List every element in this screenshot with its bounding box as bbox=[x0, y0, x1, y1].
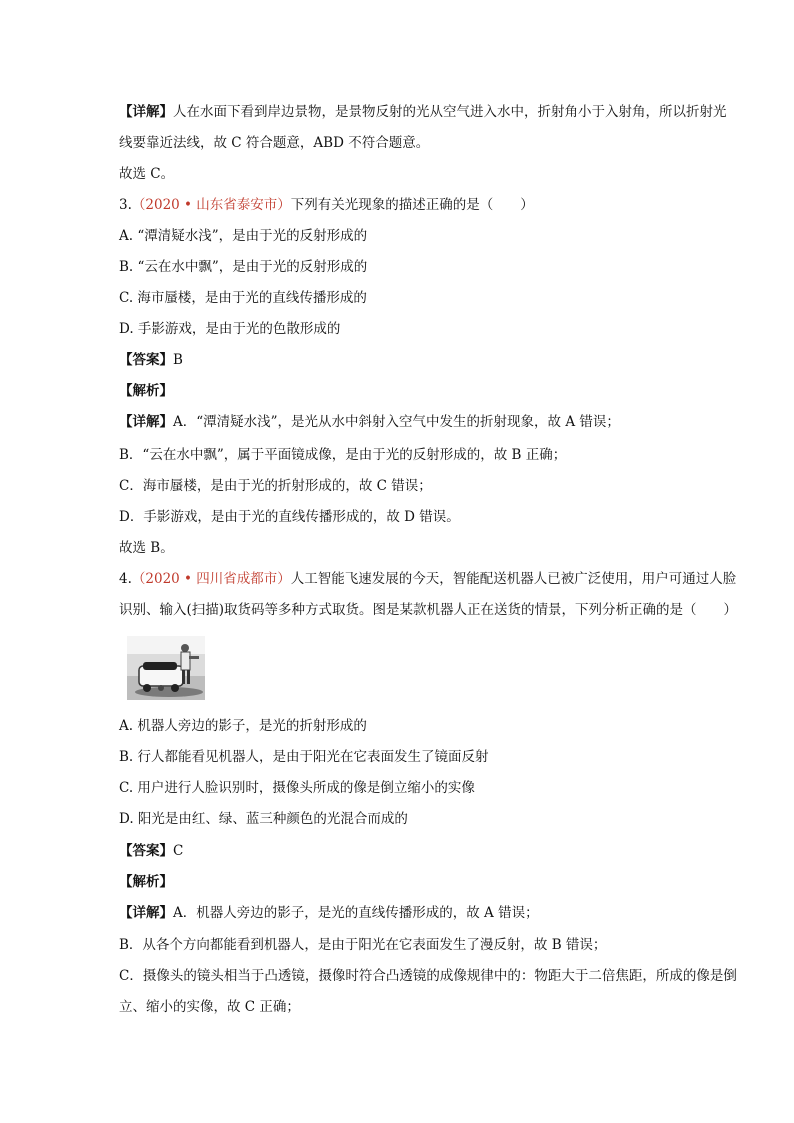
q3-answer: 【答案】B bbox=[119, 352, 183, 368]
q3-detail-b: B．“云在水中飘”，属于平面镜成像，是由于光的反射形成的，故 B 正确； bbox=[119, 447, 567, 463]
q4-stem-line-2: 识别、输入(扫描)取货码等多种方式取货。图是某款机器人正在送货的情景，下列分析正确的是（ ） bbox=[119, 602, 738, 618]
q3-detail-d: D．手影游戏，是由于光的直线传播形成的，故 D 错误。 bbox=[119, 509, 460, 525]
question-source: （2020 • 山东省泰安市） bbox=[131, 197, 291, 213]
q3-detail-a: 【详解】A．“潭清疑水浅”，是光从水中斜射入空气中发生的折射现象，故 A 错误； bbox=[119, 414, 620, 430]
q4-detail-c-line-2: 立、缩小的实像，故 C 正确； bbox=[119, 999, 300, 1015]
q3-analysis-label: 【解析】 bbox=[119, 383, 173, 399]
q4-option-c: C. 用户进行人脸识别时，摄像头所成的像是倒立缩小的实像 bbox=[119, 780, 475, 796]
q3-option-c: C. 海市蜃楼，是由于光的直线传播形成的 bbox=[119, 290, 367, 306]
q3-option-a: A. “潭清疑水浅”，是由于光的反射形成的 bbox=[119, 228, 368, 244]
q4-analysis-label: 【解析】 bbox=[119, 874, 173, 890]
q3-option-b: B. “云在水中飘”，是由于光的反射形成的 bbox=[119, 259, 368, 275]
q2-detail-line-1: 【详解】人在水面下看到岸边景物，是景物反射的光从空气进入水中，折射角小于入射角，所以折射光 bbox=[119, 104, 727, 120]
question-number: 4. bbox=[119, 571, 132, 587]
q4-option-d: D. 阳光是由红、绿、蓝三种颜色的光混合而成的 bbox=[119, 811, 408, 827]
q3-option-d: D. 手影游戏，是由于光的色散形成的 bbox=[119, 321, 341, 337]
robot-delivery-photo bbox=[127, 636, 205, 700]
q4-detail-c-line-1: C．摄像头的镜头相当于凸透镜，摄像时符合凸透镜的成像规律中的：物距大于二倍焦距，所成的像是倒 bbox=[119, 968, 737, 984]
robot-illustration bbox=[127, 636, 205, 700]
q4-answer: 【答案】C bbox=[119, 843, 184, 859]
q4-option-a: A. 机器人旁边的影子，是光的折射形成的 bbox=[119, 718, 367, 734]
q4-detail-a: 【详解】A．机器人旁边的影子，是光的直线传播形成的，故 A 错误； bbox=[119, 905, 539, 921]
detail-label: 【详解】 bbox=[119, 104, 173, 120]
q3-conclusion: 故选 B。 bbox=[119, 540, 174, 556]
question-number: 3. bbox=[119, 197, 132, 213]
q2-detail-line-2: 线要靠近法线，故 C 符合题意，ABD 不符合题意。 bbox=[119, 135, 430, 151]
question-source: （2020 • 四川省成都市） bbox=[131, 571, 291, 587]
q3-stem: 3.（2020 • 山东省泰安市）下列有关光现象的描述正确的是（ ） bbox=[119, 197, 534, 213]
q4-option-b: B. 行人都能看见机器人，是由于阳光在它表面发生了镜面反射 bbox=[119, 749, 489, 765]
q4-stem-line-1: 4.（2020 • 四川省成都市）人工智能飞速发展的今天，智能配送机器人已被广泛使用，用户可通过人脸 bbox=[119, 571, 737, 587]
q3-detail-c: C．海市蜃楼，是由于光的折射形成的，故 C 错误； bbox=[119, 478, 432, 494]
q4-detail-b: B．从各个方向都能看到机器人，是由于阳光在它表面发生了漫反射，故 B 错误； bbox=[119, 937, 607, 953]
q2-conclusion: 故选 C。 bbox=[119, 166, 175, 182]
